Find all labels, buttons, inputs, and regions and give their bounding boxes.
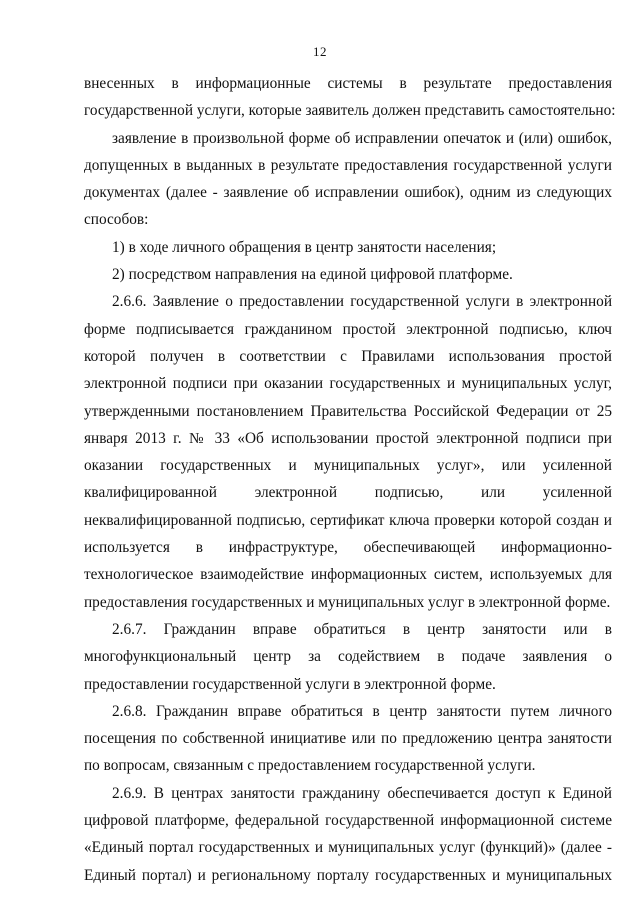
text-line: технологическое взаимодействие информационных систем, используемых для <box>84 566 612 584</box>
text-line: внесенных в информационные системы в результате предоставления <box>84 75 612 92</box>
text-line: утвержденными постановлением Правительства Российской Федерации от 25 <box>84 402 612 420</box>
text-line: 2.6.6. Заявление о предоставлении государственной услуги в электронной <box>112 293 612 311</box>
text-line: цифровой платформе, федеральной государственной информационной системе <box>84 812 612 830</box>
text-line: государственной услуги, которые заявитель должен представить самостоятельно: <box>84 102 616 120</box>
text-line: 2.6.8. Гражданин вправе обратиться в центр занятости путем личного <box>112 702 612 720</box>
text-line: оказании государственных и муниципальных услуг», или усиленной <box>84 457 612 475</box>
text-line: посещения по собственной инициативе или по предложению центра занятости <box>84 730 612 748</box>
text-line: 2.6.9. В центрах занятости гражданину обеспечивается доступ к Единой <box>112 784 612 802</box>
text-line: предоставления государственных и муниципальных услуг в электронной форме. <box>84 593 611 611</box>
text-line: Единый портал) и региональному порталу государственных и муниципальных <box>84 866 612 884</box>
page-number: 12 <box>313 44 327 59</box>
text-line: используется в инфраструктуре, обеспечивающей информационно- <box>84 539 612 557</box>
text-line: которой получен в соответствии с Правилами использования простой <box>84 347 612 365</box>
text-line: заявление в произвольной форме об исправлении опечаток и (или) ошибок, <box>112 129 612 147</box>
text-line: форме подписывается гражданином простой электронной подписью, ключ <box>84 320 612 338</box>
document-body <box>84 70 616 889</box>
text-line: 2.6.7. Гражданин вправе обратиться в центр занятости или в <box>112 620 612 638</box>
text-line: допущенных в выданных в результате предоставления государственной услуги <box>84 156 612 174</box>
text-line: «Единый портал государственных и муниципальных услуг (функций)» (далее - <box>84 839 612 857</box>
text-line: неквалифицированной подписью, сертификат ключа проверки которой создан и <box>84 511 612 529</box>
text-line: 1) в ходе личного обращения в центр занятости населения; <box>112 238 497 256</box>
text-line: по вопросам, связанным с предоставлением государственной услуги. <box>84 757 536 775</box>
text-line: предоставлении государственной услуги в электронной форме. <box>84 675 496 693</box>
text-line: квалифицированной электронной подписью, или усиленной <box>84 484 612 502</box>
text-line: документах (далее - заявление об исправлении ошибок), одним из следующих <box>84 184 612 202</box>
text-line: электронной подписи при оказании государственных и муниципальных услуг, <box>84 375 612 393</box>
text-line: способов: <box>84 211 149 229</box>
text-line: января 2013 г. № 33 «Об использовании простой электронной подписи при <box>84 429 612 447</box>
text-line: 2) посредством направления на единой цифровой платформе. <box>112 266 513 284</box>
text-line: многофункциональный центр за содействием в подаче заявления о <box>84 648 612 666</box>
